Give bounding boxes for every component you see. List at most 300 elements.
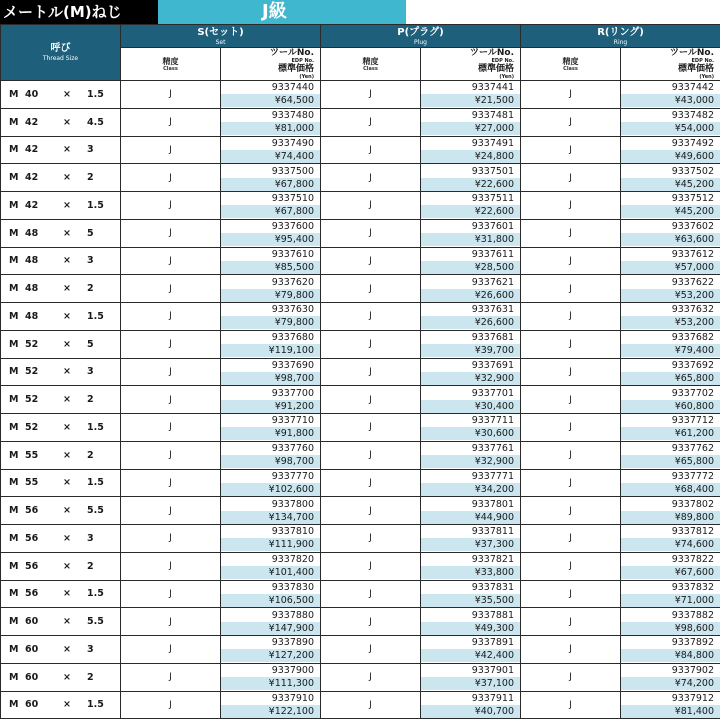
thread-times: × bbox=[63, 366, 71, 378]
class-cell: J bbox=[521, 358, 621, 386]
tool-cell bbox=[421, 580, 521, 608]
price-value: ¥33,800 bbox=[421, 566, 520, 579]
price-value: ¥98,600 bbox=[621, 622, 720, 635]
price-value: ¥67,800 bbox=[221, 205, 320, 218]
thread-pitch: 1.5 bbox=[87, 588, 104, 600]
price-value: ¥79,400 bbox=[621, 344, 720, 357]
tool-cell bbox=[221, 81, 321, 109]
class-cell: J bbox=[321, 275, 421, 303]
class-cell: J bbox=[521, 469, 621, 497]
class-header bbox=[321, 48, 421, 81]
price-value: ¥53,200 bbox=[621, 316, 720, 329]
tool-cell bbox=[421, 358, 521, 386]
thread-prefix: M bbox=[9, 227, 19, 239]
class-cell: J bbox=[121, 469, 221, 497]
thread-diameter: 52 bbox=[25, 394, 39, 406]
thread-times: × bbox=[63, 505, 71, 517]
group-header-en: Plug bbox=[414, 38, 427, 46]
class-header-en: Class bbox=[563, 65, 578, 72]
tool-cell bbox=[421, 663, 521, 691]
class-cell: J bbox=[521, 691, 621, 719]
tool-no-label: ツールNo. bbox=[670, 48, 715, 58]
thread-pitch: 1.5 bbox=[87, 88, 104, 100]
group-header-jp: S(セット) bbox=[197, 26, 244, 38]
thread-diameter: 60 bbox=[25, 699, 39, 711]
edp-number: 9337442 bbox=[621, 81, 720, 94]
class-cell: J bbox=[121, 663, 221, 691]
thread-pitch: 2 bbox=[87, 394, 94, 406]
thread-size-cell bbox=[1, 691, 121, 719]
price-value: ¥43,000 bbox=[621, 94, 720, 107]
class-cell: J bbox=[121, 247, 221, 275]
edp-number: 9337691 bbox=[421, 359, 520, 372]
class-cell: J bbox=[321, 663, 421, 691]
thread-prefix: M bbox=[9, 671, 19, 683]
thread-pitch: 1.5 bbox=[87, 310, 104, 322]
edp-number: 9337902 bbox=[621, 664, 720, 677]
thread-times: × bbox=[63, 144, 71, 156]
edp-number: 9337900 bbox=[221, 664, 320, 677]
price-value: ¥34,200 bbox=[421, 483, 520, 496]
thread-prefix: M bbox=[9, 616, 19, 628]
tool-cell bbox=[421, 330, 521, 358]
class-header-jp: 精度 bbox=[162, 56, 179, 66]
thread-prefix: M bbox=[9, 310, 19, 322]
thread-times: × bbox=[63, 671, 71, 683]
tool-cell bbox=[621, 192, 720, 220]
edp-number: 9337492 bbox=[621, 137, 720, 150]
edp-number: 9337901 bbox=[421, 664, 520, 677]
edp-number: 9337480 bbox=[221, 109, 320, 122]
yen-label: (Yen) bbox=[699, 74, 715, 80]
price-value: ¥31,800 bbox=[421, 233, 520, 246]
price-value: ¥60,800 bbox=[621, 400, 720, 413]
price-value: ¥111,900 bbox=[221, 538, 320, 551]
class-cell: J bbox=[521, 136, 621, 164]
class-cell: J bbox=[521, 275, 621, 303]
tool-cell bbox=[621, 469, 720, 497]
thread-pitch: 1.5 bbox=[87, 199, 104, 211]
edp-number: 9337700 bbox=[221, 387, 320, 400]
edp-number: 9337802 bbox=[621, 498, 720, 511]
edp-number: 9337440 bbox=[221, 81, 320, 94]
price-value: ¥91,800 bbox=[221, 427, 320, 440]
thread-prefix: M bbox=[9, 88, 19, 100]
price-value: ¥98,700 bbox=[221, 372, 320, 385]
price-value: ¥49,300 bbox=[421, 622, 520, 635]
thread-prefix: M bbox=[9, 421, 19, 433]
tool-cell bbox=[621, 219, 720, 247]
thread-size-cell bbox=[1, 386, 121, 414]
class-cell: J bbox=[521, 441, 621, 469]
price-value: ¥30,400 bbox=[421, 400, 520, 413]
price-value: ¥45,200 bbox=[621, 205, 720, 218]
thread-pitch: 2 bbox=[87, 671, 94, 683]
edp-number: 9337812 bbox=[621, 525, 720, 538]
edp-number: 9337610 bbox=[221, 248, 320, 261]
tool-cell bbox=[621, 608, 720, 636]
tool-cell bbox=[221, 497, 321, 525]
thread-prefix: M bbox=[9, 144, 19, 156]
tool-cell bbox=[421, 81, 521, 109]
price-value: ¥95,400 bbox=[221, 233, 320, 246]
class-cell: J bbox=[321, 469, 421, 497]
tool-cell bbox=[221, 663, 321, 691]
class-cell: J bbox=[321, 414, 421, 442]
tool-cell bbox=[421, 691, 521, 719]
tool-cell bbox=[421, 136, 521, 164]
edp-number: 9337912 bbox=[621, 692, 720, 705]
tool-cell bbox=[421, 192, 521, 220]
price-value: ¥91,200 bbox=[221, 400, 320, 413]
thread-size-cell bbox=[1, 192, 121, 220]
thread-size-cell bbox=[1, 303, 121, 331]
class-cell: J bbox=[121, 136, 221, 164]
edp-number: 9337832 bbox=[621, 581, 720, 594]
thread-diameter: 42 bbox=[25, 144, 39, 156]
edp-number: 9337601 bbox=[421, 220, 520, 233]
thread-diameter: 56 bbox=[25, 560, 39, 572]
price-label: 標準価格 bbox=[478, 64, 515, 74]
price-value: ¥111,300 bbox=[221, 677, 320, 690]
price-value: ¥67,600 bbox=[621, 566, 720, 579]
class-cell: J bbox=[521, 330, 621, 358]
class-cell: J bbox=[121, 525, 221, 553]
tool-cell bbox=[221, 108, 321, 136]
thread-size-cell bbox=[1, 275, 121, 303]
edp-number: 9337632 bbox=[621, 303, 720, 316]
thread-prefix: M bbox=[9, 116, 19, 128]
thread-diameter: 60 bbox=[25, 616, 39, 628]
thread-pitch: 3 bbox=[87, 144, 94, 156]
class-header-en: Class bbox=[363, 65, 378, 72]
tool-cell bbox=[421, 247, 521, 275]
thread-diameter: 60 bbox=[25, 643, 39, 655]
tool-cell bbox=[621, 358, 720, 386]
yen-label: (Yen) bbox=[299, 74, 314, 80]
class-cell: J bbox=[121, 219, 221, 247]
edp-number: 9337761 bbox=[421, 442, 520, 455]
class-cell: J bbox=[321, 636, 421, 664]
price-value: ¥65,800 bbox=[621, 455, 720, 468]
thread-size-header bbox=[1, 25, 121, 81]
price-value: ¥122,100 bbox=[221, 705, 320, 718]
price-value: ¥22,600 bbox=[421, 178, 520, 191]
tool-cell bbox=[221, 441, 321, 469]
price-value: ¥63,600 bbox=[621, 233, 720, 246]
thread-diameter: 42 bbox=[25, 172, 39, 184]
edp-number: 9337822 bbox=[621, 553, 720, 566]
thread-prefix: M bbox=[9, 172, 19, 184]
class-header bbox=[121, 48, 221, 81]
thread-size-cell bbox=[1, 136, 121, 164]
thread-times: × bbox=[63, 283, 71, 295]
class-cell: J bbox=[121, 608, 221, 636]
price-value: ¥57,000 bbox=[621, 261, 720, 274]
class-cell: J bbox=[521, 247, 621, 275]
tool-header bbox=[221, 48, 321, 81]
thread-pitch: 2 bbox=[87, 172, 94, 184]
class-cell: J bbox=[321, 608, 421, 636]
thread-size-cell bbox=[1, 164, 121, 192]
class-cell: J bbox=[321, 441, 421, 469]
tool-cell bbox=[221, 636, 321, 664]
edp-number: 9337712 bbox=[621, 414, 720, 427]
class-cell: J bbox=[321, 386, 421, 414]
price-value: ¥119,100 bbox=[221, 344, 320, 357]
table-body bbox=[1, 81, 720, 719]
thread-times: × bbox=[63, 449, 71, 461]
tool-cell bbox=[221, 469, 321, 497]
price-value: ¥21,500 bbox=[421, 94, 520, 107]
edp-number: 9337680 bbox=[221, 331, 320, 344]
class-cell: J bbox=[521, 608, 621, 636]
thread-size-cell bbox=[1, 441, 121, 469]
thread-times: × bbox=[63, 643, 71, 655]
table-row bbox=[1, 136, 720, 164]
price-value: ¥26,600 bbox=[421, 289, 520, 302]
thread-size-header-jp: 呼び bbox=[50, 43, 71, 54]
class-cell: J bbox=[121, 552, 221, 580]
thread-times: × bbox=[63, 699, 71, 711]
price-value: ¥37,100 bbox=[421, 677, 520, 690]
price-value: ¥42,400 bbox=[421, 649, 520, 662]
price-value: ¥81,000 bbox=[221, 122, 320, 135]
class-cell: J bbox=[321, 552, 421, 580]
thread-prefix: M bbox=[9, 643, 19, 655]
tool-cell bbox=[421, 441, 521, 469]
class-cell: J bbox=[121, 192, 221, 220]
thread-size-cell bbox=[1, 108, 121, 136]
edp-number: 9337500 bbox=[221, 165, 320, 178]
tool-cell bbox=[221, 691, 321, 719]
class-cell: J bbox=[121, 414, 221, 442]
group-header-jp: R(リング) bbox=[597, 26, 644, 38]
price-value: ¥37,300 bbox=[421, 538, 520, 551]
thread-times: × bbox=[63, 477, 71, 489]
edp-no-label: EDP No. bbox=[291, 58, 314, 64]
edp-number: 9337621 bbox=[421, 276, 520, 289]
tool-cell bbox=[221, 580, 321, 608]
class-cell: J bbox=[521, 525, 621, 553]
class-cell: J bbox=[321, 497, 421, 525]
edp-number: 9337882 bbox=[621, 609, 720, 622]
thread-diameter: 40 bbox=[25, 88, 39, 100]
table-row bbox=[1, 441, 720, 469]
edp-number: 9337612 bbox=[621, 248, 720, 261]
edp-number: 9337600 bbox=[221, 220, 320, 233]
thread-diameter: 48 bbox=[25, 255, 39, 267]
thread-diameter: 42 bbox=[25, 199, 39, 211]
tool-cell bbox=[421, 525, 521, 553]
thread-pitch: 3 bbox=[87, 366, 94, 378]
class-cell: J bbox=[521, 192, 621, 220]
thread-size-header-en: Thread Size bbox=[42, 55, 79, 62]
price-value: ¥74,400 bbox=[221, 150, 320, 163]
edp-number: 9337800 bbox=[221, 498, 320, 511]
thread-prefix: M bbox=[9, 588, 19, 600]
thread-pitch: 1.5 bbox=[87, 477, 104, 489]
table-row bbox=[1, 552, 720, 580]
thread-size-cell bbox=[1, 358, 121, 386]
edp-number: 9337631 bbox=[421, 303, 520, 316]
price-value: ¥74,600 bbox=[621, 538, 720, 551]
edp-number: 9337910 bbox=[221, 692, 320, 705]
class-cell: J bbox=[121, 636, 221, 664]
edp-number: 9337502 bbox=[621, 165, 720, 178]
tool-cell bbox=[221, 275, 321, 303]
edp-number: 9337762 bbox=[621, 442, 720, 455]
price-value: ¥40,700 bbox=[421, 705, 520, 718]
table-row bbox=[1, 192, 720, 220]
thread-diameter: 55 bbox=[25, 449, 39, 461]
thread-times: × bbox=[63, 116, 71, 128]
tool-cell bbox=[221, 414, 321, 442]
tool-cell bbox=[621, 663, 720, 691]
edp-number: 9337620 bbox=[221, 276, 320, 289]
tool-cell bbox=[421, 636, 521, 664]
tool-cell bbox=[421, 164, 521, 192]
tool-cell bbox=[621, 247, 720, 275]
price-value: ¥67,800 bbox=[221, 178, 320, 191]
tool-cell bbox=[221, 358, 321, 386]
class-cell: J bbox=[521, 636, 621, 664]
thread-times: × bbox=[63, 310, 71, 322]
tool-no-label: ツールNo. bbox=[270, 48, 314, 58]
class-cell: J bbox=[521, 497, 621, 525]
class-cell: J bbox=[321, 247, 421, 275]
thread-diameter: 48 bbox=[25, 227, 39, 239]
edp-number: 9337692 bbox=[621, 359, 720, 372]
table-row bbox=[1, 469, 720, 497]
price-value: ¥24,800 bbox=[421, 150, 520, 163]
thread-diameter: 52 bbox=[25, 421, 39, 433]
price-value: ¥74,200 bbox=[621, 677, 720, 690]
tool-cell bbox=[621, 525, 720, 553]
class-cell: J bbox=[121, 81, 221, 109]
edp-number: 9337602 bbox=[621, 220, 720, 233]
table-row bbox=[1, 330, 720, 358]
table-row bbox=[1, 497, 720, 525]
tool-cell bbox=[621, 552, 720, 580]
thread-times: × bbox=[63, 421, 71, 433]
thread-size-cell bbox=[1, 580, 121, 608]
thread-diameter: 42 bbox=[25, 116, 39, 128]
thread-diameter: 56 bbox=[25, 505, 39, 517]
tool-cell bbox=[421, 469, 521, 497]
class-cell: J bbox=[121, 497, 221, 525]
class-cell: J bbox=[321, 164, 421, 192]
edp-number: 9337510 bbox=[221, 192, 320, 205]
group-header-ring bbox=[521, 25, 720, 48]
class-cell: J bbox=[121, 330, 221, 358]
edp-number: 9337830 bbox=[221, 581, 320, 594]
table-row bbox=[1, 275, 720, 303]
tool-cell bbox=[621, 386, 720, 414]
thread-pitch: 5.5 bbox=[87, 616, 104, 628]
edp-number: 9337710 bbox=[221, 414, 320, 427]
thread-prefix: M bbox=[9, 477, 19, 489]
tool-cell bbox=[421, 552, 521, 580]
price-value: ¥32,900 bbox=[421, 455, 520, 468]
table-row bbox=[1, 636, 720, 664]
price-value: ¥27,000 bbox=[421, 122, 520, 135]
price-value: ¥65,800 bbox=[621, 372, 720, 385]
tool-cell bbox=[221, 303, 321, 331]
table-row bbox=[1, 108, 720, 136]
class-cell: J bbox=[321, 219, 421, 247]
thread-times: × bbox=[63, 199, 71, 211]
edp-number: 9337690 bbox=[221, 359, 320, 372]
tool-cell bbox=[621, 330, 720, 358]
class-cell: J bbox=[321, 358, 421, 386]
thread-diameter: 56 bbox=[25, 532, 39, 544]
thread-size-cell bbox=[1, 414, 121, 442]
price-value: ¥45,200 bbox=[621, 178, 720, 191]
class-cell: J bbox=[521, 164, 621, 192]
class-cell: J bbox=[521, 414, 621, 442]
tool-cell bbox=[621, 414, 720, 442]
thread-pitch: 4.5 bbox=[87, 116, 104, 128]
class-cell: J bbox=[321, 580, 421, 608]
tool-cell bbox=[221, 192, 321, 220]
edp-number: 9337611 bbox=[421, 248, 520, 261]
edp-number: 9337682 bbox=[621, 331, 720, 344]
class-header-en: Class bbox=[163, 65, 178, 72]
price-value: ¥68,400 bbox=[621, 483, 720, 496]
thread-diameter: 56 bbox=[25, 588, 39, 600]
price-value: ¥22,600 bbox=[421, 205, 520, 218]
tool-cell bbox=[221, 247, 321, 275]
price-value: ¥98,700 bbox=[221, 455, 320, 468]
class-cell: J bbox=[521, 386, 621, 414]
price-value: ¥134,700 bbox=[221, 511, 320, 524]
thread-diameter: 60 bbox=[25, 671, 39, 683]
thread-times: × bbox=[63, 255, 71, 267]
tool-cell bbox=[221, 330, 321, 358]
tool-cell bbox=[421, 219, 521, 247]
table-row bbox=[1, 608, 720, 636]
tool-cell bbox=[421, 414, 521, 442]
tool-cell bbox=[621, 691, 720, 719]
price-value: ¥147,900 bbox=[221, 622, 320, 635]
edp-number: 9337622 bbox=[621, 276, 720, 289]
edp-number: 9337701 bbox=[421, 387, 520, 400]
group-header-set bbox=[121, 25, 321, 48]
edp-number: 9337760 bbox=[221, 442, 320, 455]
tool-cell bbox=[621, 136, 720, 164]
price-value: ¥85,500 bbox=[221, 261, 320, 274]
class-header-jp: 精度 bbox=[362, 56, 379, 66]
class-cell: J bbox=[521, 552, 621, 580]
tool-cell bbox=[421, 608, 521, 636]
class-cell: J bbox=[321, 330, 421, 358]
tool-cell bbox=[421, 497, 521, 525]
class-cell: J bbox=[321, 192, 421, 220]
class-cell: J bbox=[321, 108, 421, 136]
class-cell: J bbox=[121, 108, 221, 136]
price-value: ¥44,900 bbox=[421, 511, 520, 524]
edp-no-label: EDP No. bbox=[691, 58, 715, 64]
thread-size-cell bbox=[1, 219, 121, 247]
class-cell: J bbox=[121, 303, 221, 331]
edp-number: 9337711 bbox=[421, 414, 520, 427]
thread-diameter: 55 bbox=[25, 477, 39, 489]
class-cell: J bbox=[121, 358, 221, 386]
thread-prefix: M bbox=[9, 699, 19, 711]
edp-number: 9337772 bbox=[621, 470, 720, 483]
class-header bbox=[521, 48, 621, 81]
